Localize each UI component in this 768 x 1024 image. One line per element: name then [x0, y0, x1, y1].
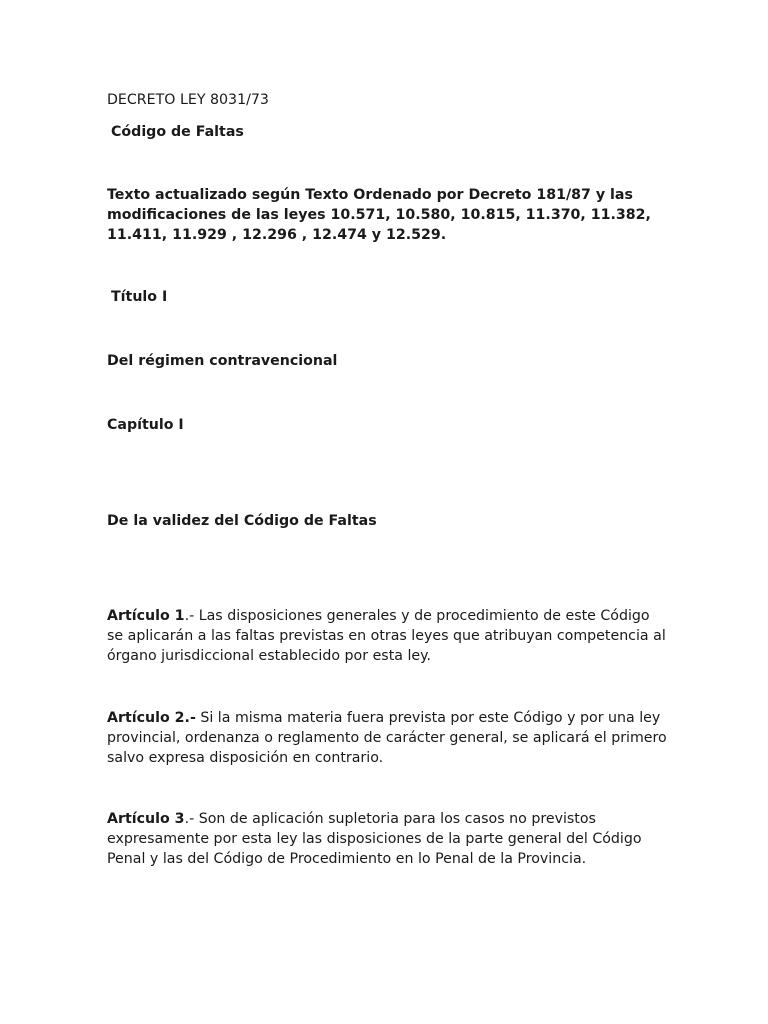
code-name: Código de Faltas [111, 124, 244, 140]
chapter-subject: De la validez del Código de Faltas [107, 513, 377, 529]
article-2 [107, 708, 667, 768]
article-2-label: Artículo 2.- [107, 710, 196, 726]
article-3 [107, 809, 667, 869]
chapter-heading: Capítulo I [107, 417, 184, 433]
article-3-text: .- Son de aplicación supletoria para los casos no previstos expresamente por esta ley las disposiciones de la parte general del Código Penal y las del Código de Procedimiento en lo Penal de la Provincia. [107, 811, 642, 867]
title-subject: Del régimen contravencional [107, 353, 338, 369]
article-1-label: Artículo 1 [107, 608, 185, 624]
article-1-text: .- Las disposiciones generales y de procedimiento de este Código se aplicarán a las faltas previstas en otras leyes que atribuyan competencia al órgano jurisdiccional establecido por esta ley. [107, 608, 666, 664]
article-3-label: Artículo 3 [107, 811, 185, 827]
title-heading: Título I [111, 289, 168, 305]
decree-header: DECRETO LEY 8031/73 [107, 92, 269, 108]
article-1 [107, 606, 667, 666]
article-2-text: Si la misma materia fuera prevista por este Código y por una ley provincial, ordenanza o reglamento de carácter general, se aplicará el primero salvo expresa disposición en contrario. [107, 710, 667, 766]
update-note: Texto actualizado según Texto Ordenado por Decreto 181/87 y las modificaciones de las leyes 10.571, 10.580, 10.815, 11.370, 11.382, 11.411, 11.929 , 12.296 , 12.474 y 12.529. [107, 187, 651, 243]
